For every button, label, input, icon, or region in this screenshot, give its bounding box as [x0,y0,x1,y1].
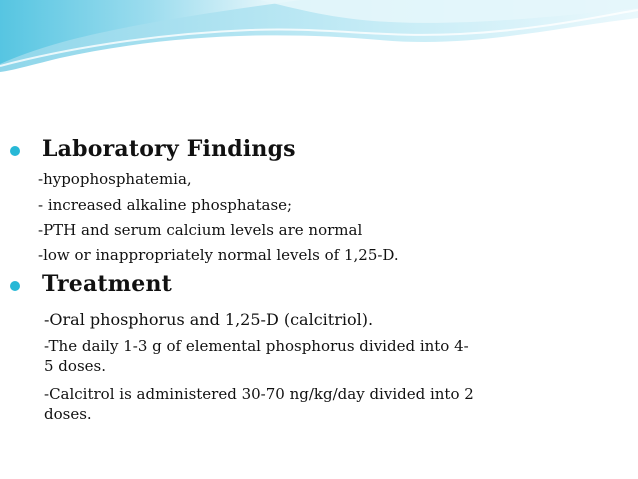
treatment-line: -The daily 1-3 g of elemental phosphorus divided into 4- [44,337,469,355]
bullet-icon [10,146,20,156]
section-heading-lab-findings: Laboratory Findings [42,136,296,162]
lab-finding-line: -low or inappropriately normal levels of 1,25-D. [38,246,399,264]
treatment-line: -Oral phosphorus and 1,25-D (calcitriol). [44,310,374,329]
lab-finding-line: -hypophosphatemia, [38,170,192,188]
lab-finding-line: - increased alkaline phosphatase; [38,196,293,214]
bullet-icon [10,281,20,291]
treatment-line: 5 doses. [44,357,106,375]
lab-finding-line: -PTH and serum calcium levels are normal [38,221,363,239]
treatment-line: -Calcitrol is administered 30-70 ng/kg/day divided into 2 [44,385,474,403]
section-heading-treatment: Treatment [42,271,173,297]
treatment-line: doses. [44,405,92,423]
